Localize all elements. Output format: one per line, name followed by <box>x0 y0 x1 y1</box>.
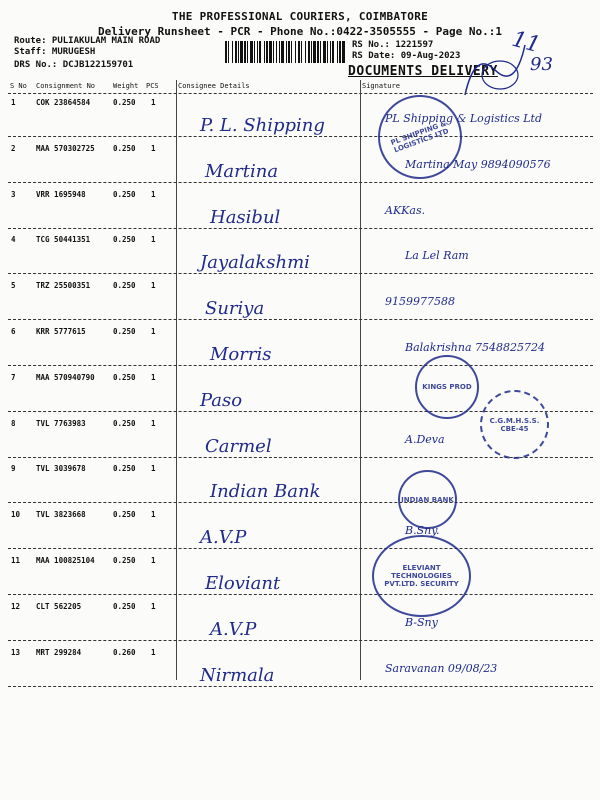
col-consignee-header: Consignee Details <box>178 82 250 90</box>
row-consignment-no: VRR 1695948 <box>36 189 86 199</box>
cgm-stamp-text: C.G.M.H.S.S. CBE-45 <box>489 416 540 433</box>
row-consignee-name: Jayalakshmi <box>200 252 310 274</box>
barcode-bar <box>264 41 265 63</box>
row-separator <box>8 228 593 229</box>
row-sno: 8 <box>11 418 16 428</box>
barcode-bar <box>266 41 268 63</box>
row-consignee-name: Carmel <box>205 435 272 457</box>
col-pcs-header: PCS <box>146 82 159 90</box>
row-signature: B-Sny <box>405 615 438 629</box>
col-consignment-header: Consignment No <box>36 82 96 90</box>
row-separator <box>8 594 593 595</box>
row-pcs: 1 <box>151 327 156 336</box>
row-weight: 0.250 <box>113 235 136 245</box>
row-consignment-no: COK 23864584 <box>36 98 91 107</box>
row-consignee-name: Morris <box>210 344 272 365</box>
row-separator <box>8 640 593 641</box>
cgm-school-stamp <box>480 390 549 459</box>
route-label: Route: PULIAKULAM MAIN ROAD <box>14 36 161 46</box>
row-consignment-no: MAA 100825104 <box>36 556 95 565</box>
row-separator <box>8 319 593 320</box>
barcode-bar <box>288 41 290 63</box>
barcode-bar <box>273 41 274 63</box>
row-consignee-name: P. L. Shipping <box>200 115 325 136</box>
barcode-bar <box>257 41 258 63</box>
row-weight: 0.260 <box>113 647 136 657</box>
row-consignee-name: A.V.P <box>210 618 257 640</box>
document-title: THE PROFESSIONAL COURIERS, COIMBATORE <box>171 10 429 23</box>
row-sno: 12 <box>11 601 21 611</box>
row-weight: 0.250 <box>113 372 136 382</box>
indian-bank-stamp <box>398 470 457 529</box>
row-signature: AKKas. <box>385 203 426 217</box>
row-signature: Balakrishna 7548825724 <box>405 341 546 354</box>
row-signature: B.Sny. <box>405 524 440 538</box>
row-weight: 0.250 <box>113 601 136 611</box>
rs-number: RS No.: 1221597 <box>352 40 434 50</box>
row-weight: 0.250 <box>113 189 136 199</box>
row-pcs: 1 <box>151 372 156 382</box>
row-separator <box>8 548 593 549</box>
row-pcs: 1 <box>151 510 156 520</box>
barcode-bar <box>311 41 312 63</box>
row-sno: 1 <box>11 98 16 107</box>
indian-bank-stamp-text: INDIAN BANK <box>401 495 454 504</box>
barcode-bar <box>298 41 300 63</box>
barcode-bar <box>247 41 248 63</box>
barcode-bar <box>281 41 284 63</box>
row-consignee-name: A.V.P <box>200 527 247 549</box>
handwritten-count: 11 <box>509 26 543 59</box>
row-sno: 13 <box>11 647 21 657</box>
row-signature: A.Deva <box>405 432 445 446</box>
pl-shipping-stamp-text: PL SHIPPING & LOGISTICS LTD <box>389 119 450 155</box>
row-pcs: 1 <box>151 235 156 245</box>
col-weight-header: Weight <box>113 82 139 90</box>
row-weight: 0.250 <box>113 510 136 520</box>
row-weight: 0.250 <box>113 556 136 565</box>
row-weight: 0.250 <box>113 98 136 107</box>
row-consignee-name: Eloviant <box>205 573 281 594</box>
row-consignee-name: Indian Bank <box>210 481 321 503</box>
row-pcs: 1 <box>151 189 156 199</box>
barcode-bar <box>313 41 316 63</box>
barcode-bar <box>308 41 310 63</box>
eloviant-stamp <box>372 535 471 617</box>
row-sno: 2 <box>11 143 16 153</box>
row-consignment-no: TVL 3823668 <box>36 510 86 520</box>
barcode-bar <box>305 41 306 63</box>
barcode-bar <box>291 41 292 63</box>
row-pcs: 1 <box>151 556 156 565</box>
rs-date: RS Date: 09-Aug-2023 <box>352 51 461 61</box>
documents-delivery-heading: DOCUMENTS DELIVERY <box>348 64 498 79</box>
row-pcs: 1 <box>151 601 156 611</box>
header-separator <box>8 93 593 94</box>
row-consignment-no: TCG 50441351 <box>36 235 91 245</box>
col-sno-header: S No <box>10 82 27 90</box>
row-sno: 3 <box>11 189 16 199</box>
row-pcs: 1 <box>151 464 156 474</box>
row-pcs: 1 <box>151 281 156 291</box>
barcode-bar <box>279 41 280 63</box>
barcode-bar <box>269 41 272 63</box>
row-signature: La Lel Ram <box>405 249 469 263</box>
row-weight: 0.250 <box>113 464 136 474</box>
barcode-bar <box>240 41 243 63</box>
kings-stamp <box>415 355 479 419</box>
row-separator <box>8 273 593 274</box>
row-pcs: 1 <box>151 647 156 657</box>
row-consignee-name: Paso <box>200 389 243 411</box>
document-subtitle: Delivery Runsheet - PCR - Phone No.:0422-3505555 - Page No.:1 <box>98 25 502 38</box>
row-sno: 11 <box>11 556 21 565</box>
col-signature-header: Signature <box>362 82 400 90</box>
row-consignment-no: MAA 570940790 <box>36 372 95 382</box>
row-consignment-no: TVL 3039678 <box>36 464 86 474</box>
row-consignee-name: Hasibul <box>210 206 281 228</box>
row-pcs: 1 <box>151 418 156 428</box>
row-consignment-no: MRT 299284 <box>36 647 82 657</box>
barcode-bar <box>330 41 331 63</box>
handwritten-extra: 93 <box>530 54 553 75</box>
signature-column-line <box>360 80 361 680</box>
barcode-bar <box>339 41 341 63</box>
row-separator <box>8 686 593 687</box>
row-pcs: 1 <box>151 98 156 107</box>
row-sno: 10 <box>11 510 21 520</box>
barcode-bar <box>286 41 287 63</box>
row-separator <box>8 182 593 183</box>
row-sno: 4 <box>11 235 16 245</box>
row-weight: 0.250 <box>113 327 136 336</box>
barcode-bar <box>254 41 255 63</box>
row-sno: 9 <box>11 464 16 474</box>
row-consignment-no: KRR 5777615 <box>36 327 86 336</box>
consignee-column-line <box>176 80 177 680</box>
row-consignee-name: Nirmala <box>200 664 275 686</box>
barcode-bar <box>276 41 277 63</box>
row-consignee-name: Martina <box>205 160 279 182</box>
barcode-bar <box>244 41 246 63</box>
barcode-bar <box>250 41 253 63</box>
row-signature: Saravanan 09/08/23 <box>385 661 498 675</box>
barcode-bar <box>317 41 319 63</box>
kings-stamp-text: KINGS PROD <box>422 383 472 391</box>
barcode-bar <box>327 41 328 63</box>
barcode-bar <box>232 41 233 63</box>
row-separator <box>8 136 593 137</box>
drs-number: DRS No.: DCJB122159701 <box>14 60 134 70</box>
eloviant-stamp-text: ELEVIANT TECHNOLOGIES PVT.LTD. SECURITY <box>384 564 459 588</box>
handwritten-scribble <box>455 40 535 100</box>
barcode-bar <box>301 41 302 63</box>
barcode-bar <box>225 41 227 63</box>
barcode-bar <box>342 41 345 63</box>
row-signature: PL Shipping & Logistics Ltd <box>385 112 542 125</box>
row-sno: 6 <box>11 327 16 336</box>
barcode-bar <box>323 41 326 63</box>
row-pcs: 1 <box>151 143 156 153</box>
staff-label: Staff: MURUGESH <box>14 47 96 57</box>
row-consignment-no: CLT 562205 <box>36 601 82 611</box>
barcode-bar <box>320 41 321 63</box>
row-sno: 7 <box>11 372 16 382</box>
row-signature: 9159977588 <box>385 295 455 309</box>
row-separator <box>8 365 593 366</box>
row-consignee-name: Suriya <box>205 298 265 320</box>
row-weight: 0.250 <box>113 281 136 291</box>
row-weight: 0.250 <box>113 418 136 428</box>
barcode-bar <box>235 41 237 63</box>
row-sno: 5 <box>11 281 16 291</box>
barcode <box>225 41 345 63</box>
barcode-bar <box>228 41 229 63</box>
barcode-bar <box>238 41 239 63</box>
row-signature: Martina May 9894090576 <box>405 157 551 171</box>
row-separator <box>8 502 593 503</box>
barcode-bar <box>332 41 334 63</box>
row-consignment-no: TVL 7763983 <box>36 418 86 428</box>
barcode-bar <box>259 41 261 63</box>
row-weight: 0.250 <box>113 143 136 153</box>
barcode-bar <box>295 41 296 63</box>
row-consignment-no: TRZ 25500351 <box>36 281 91 291</box>
row-consignment-no: MAA 570302725 <box>36 143 95 153</box>
barcode-bar <box>337 41 338 63</box>
